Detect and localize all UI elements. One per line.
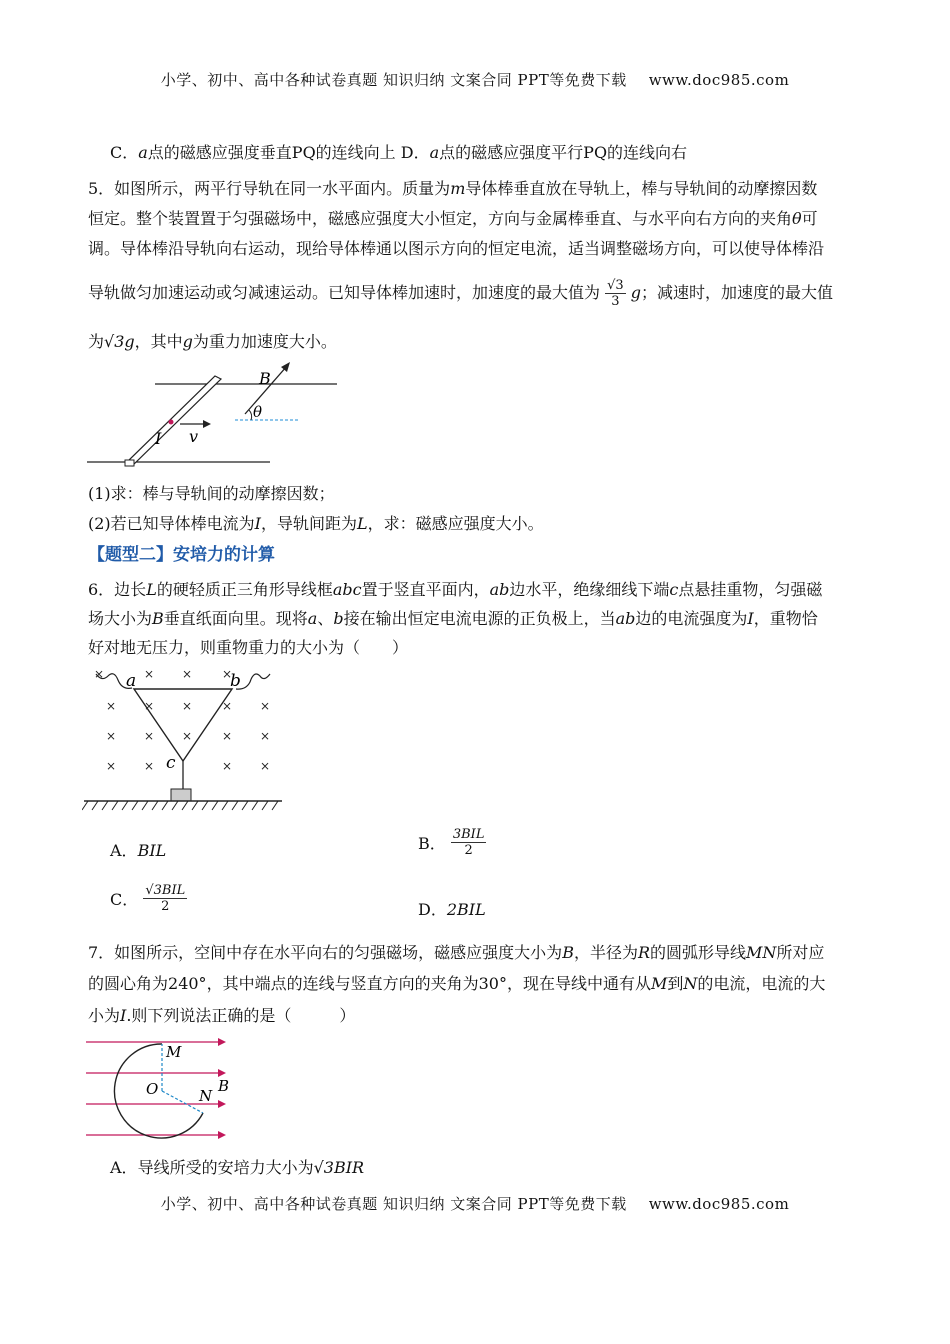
q5-line-3: 调。导体棒沿导轨向右运动，现给导体棒通以图示方向的恒定电流，适当调整磁场方向，可以使导体棒沿 <box>88 239 825 258</box>
svg-text:×: × <box>260 759 271 773</box>
label-v: v <box>189 427 199 446</box>
svg-text:×: × <box>182 699 193 713</box>
svg-text:×: × <box>144 699 155 713</box>
rod-end <box>125 460 134 466</box>
current-dot <box>169 420 174 425</box>
q5-part-2: (2)若已知导体棒电流为I，导轨间距为L，求：磁感应强度大小。 <box>88 514 544 533</box>
q5-line-1: 5．如图所示，两平行导轨在同一水平面内。质量为m导体棒垂直放在导轨上，棒与导轨间的动摩擦因数 <box>88 179 818 198</box>
svg-text:×: × <box>222 759 233 773</box>
footer-text: 小学、初中、高中各种试卷真题 知识归纳 文案合同 PPT等免费下载 <box>160 1195 627 1213</box>
ground-hatch <box>82 801 278 810</box>
q6-line-2: 场大小为B垂直纸面向里。现将a、b接在输出恒定电流电源的正负极上，当ab边的电流强度为I，重物恰 <box>88 609 818 628</box>
svg-text:×: × <box>222 699 233 713</box>
svg-text:×: × <box>222 667 233 681</box>
header-text: 小学、初中、高中各种试卷真题 知识归纳 文案合同 PPT等免费下载 <box>160 71 627 89</box>
fraction-root3-over-3: $\frac{√3}{3}$ <box>607 278 624 309</box>
q6-triangle-figure <box>82 664 287 814</box>
svg-text:×: × <box>144 667 155 681</box>
q5-line-5: 为√3g，其中g为重力加速度大小。 <box>88 332 337 351</box>
field-into-page-marks <box>94 667 270 773</box>
q6-option-c[interactable]: C． $\frac{\text{√3BIL}}{2}$ <box>110 883 186 914</box>
label-B: B <box>218 1077 230 1095</box>
q5-part-1: (1)求：棒与导轨间的动摩擦因数； <box>88 484 335 503</box>
q5-rail-figure <box>85 362 345 472</box>
q4-options: C．a点的磁感应强度垂直PQ的连线向上 D．a点的磁感应强度平行PQ的连线向右 <box>110 143 688 162</box>
q6-option-d[interactable]: D．2BIL <box>418 900 486 919</box>
q6-option-a[interactable]: A．BIL <box>110 841 167 860</box>
lead-wire-b <box>236 674 270 689</box>
section-title-2: 【题型二】安培力的计算 <box>88 545 275 565</box>
q6-line-3: 好对地无压力，则重物重力的大小为（ ） <box>88 638 409 657</box>
svg-text:×: × <box>222 729 233 743</box>
label-I: I <box>155 429 162 448</box>
header-url[interactable]: www.doc985.com <box>648 71 790 89</box>
svg-text:×: × <box>144 759 155 773</box>
q6-option-b[interactable]: B． $\frac{\text{3BIL}}{2}$ <box>418 827 485 858</box>
label-b: b <box>230 671 241 691</box>
q7-line-3: 小为I.则下列说法正确的是（ ） <box>88 1006 356 1025</box>
svg-text:×: × <box>106 759 117 773</box>
svg-text:×: × <box>182 729 193 743</box>
q7-line-2: 的圆心角为240°，其中端点的连线与竖直方向的夹角为30°，现在导线中通有从M到N的电流，电流的大 <box>88 974 826 993</box>
q6-line-1: 6．边长L的硬轻质正三角形导线框abc置于竖直平面内，ab边水平，绝缘细线下端c点悬挂重物，匀强磁 <box>88 580 823 599</box>
q5-line-4: 导轨做匀加速运动或匀减速运动。已知导体棒加速时，加速度的最大值为 $\frac{√3}{3}$ g；减速时，加速度的最大值 <box>88 278 834 309</box>
footer-url[interactable]: www.doc985.com <box>648 1195 790 1213</box>
svg-text:×: × <box>144 729 155 743</box>
page-header <box>0 69 950 90</box>
q7-arc-figure <box>86 1034 246 1146</box>
svg-text:×: × <box>260 729 271 743</box>
svg-text:×: × <box>260 699 271 713</box>
label-theta: θ <box>253 403 263 421</box>
svg-text:×: × <box>106 729 117 743</box>
arc-conductor <box>114 1044 203 1138</box>
label-a: a <box>126 671 137 691</box>
label-c: c <box>166 753 176 773</box>
q7-line-1: 7．如图所示，空间中存在水平向右的匀强磁场，磁感应强度大小为B，半径为R的圆弧形导线MN所对应 <box>88 943 825 962</box>
svg-text:×: × <box>94 667 105 681</box>
q7-option-a[interactable]: A．导线所受的安培力大小为√3BIR <box>110 1158 365 1177</box>
label-N: N <box>199 1087 213 1105</box>
radius-ON <box>162 1091 203 1113</box>
label-M: M <box>166 1043 182 1061</box>
conductor-rod <box>126 376 221 466</box>
page-footer <box>0 1193 950 1214</box>
svg-text:×: × <box>106 699 117 713</box>
q5-line-2: 恒定。整个装置置于匀强磁场中，磁感应强度大小恒定，方向与金属棒垂直、与水平向右方向的夹角θ可 <box>88 209 818 228</box>
label-O: O <box>146 1080 159 1098</box>
label-B: B <box>259 369 271 388</box>
weight-block <box>171 789 191 801</box>
svg-text:×: × <box>182 667 193 681</box>
